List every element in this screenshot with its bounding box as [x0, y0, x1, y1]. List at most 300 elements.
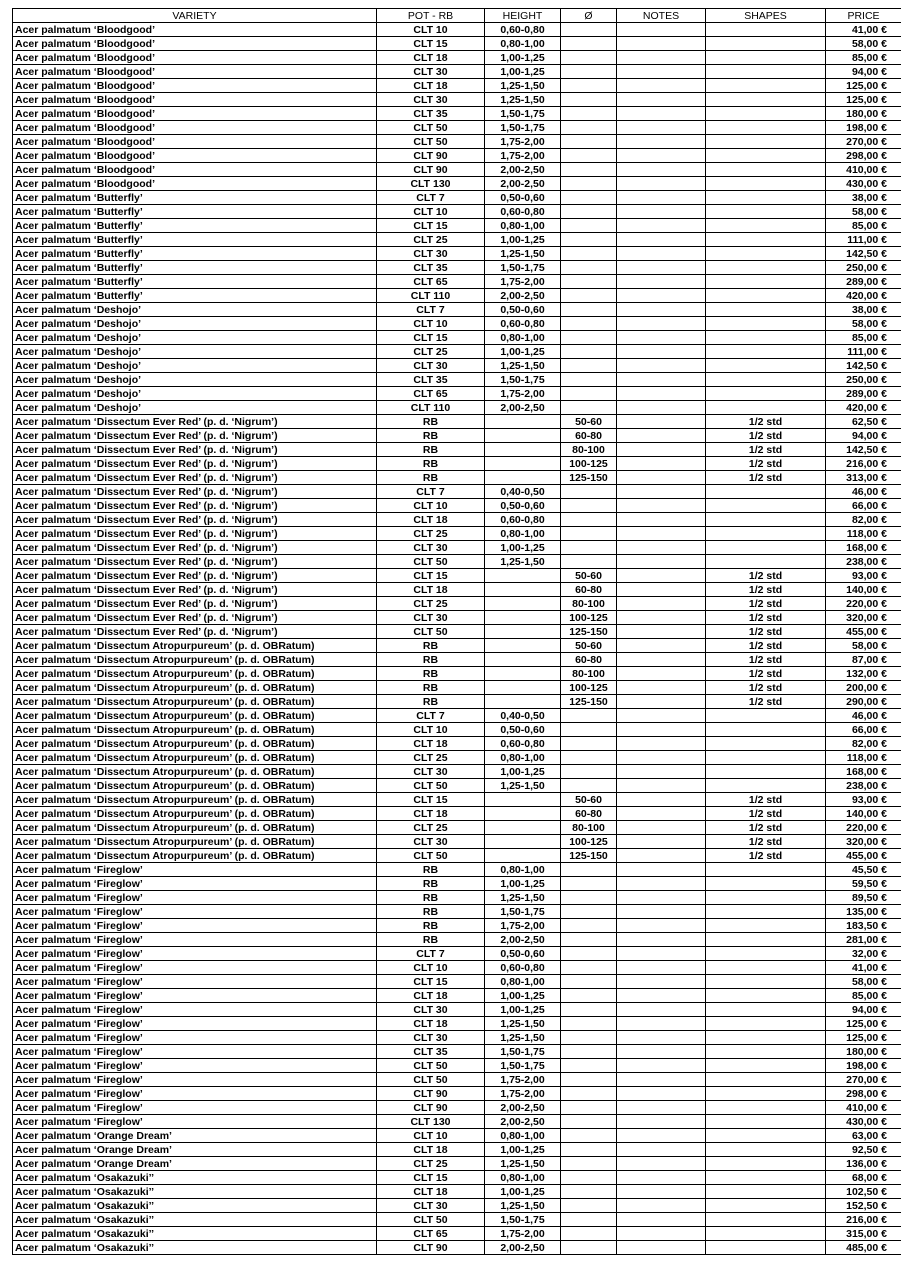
cell-height: 1,00-1,25 [485, 65, 561, 79]
cell-notes [617, 751, 706, 765]
cell-notes [617, 331, 706, 345]
cell-notes [617, 79, 706, 93]
cell-price: 142,50 € [826, 443, 901, 457]
cell-diameter: 100-125 [561, 835, 617, 849]
cell-pot: CLT 90 [377, 1241, 485, 1255]
cell-height: 0,50-0,60 [485, 947, 561, 961]
cell-pot: RB [377, 891, 485, 905]
cell-pot: CLT 7 [377, 485, 485, 499]
cell-diameter [561, 1213, 617, 1227]
cell-pot: CLT 18 [377, 583, 485, 597]
cell-variety: Acer palmatum ‘Fireglow’ [13, 1115, 377, 1129]
cell-notes [617, 709, 706, 723]
cell-diameter [561, 191, 617, 205]
cell-variety: Acer palmatum ‘Fireglow’ [13, 1017, 377, 1031]
cell-shapes: 1/2 std [706, 625, 826, 639]
cell-variety: Acer palmatum ‘Dissectum Atropurpureum’ (p. d. OBRatum) [13, 639, 377, 653]
cell-price: 82,00 € [826, 513, 901, 527]
cell-shapes: 1/2 std [706, 695, 826, 709]
cell-height: 0,80-1,00 [485, 331, 561, 345]
header-price: PRICE [826, 9, 901, 23]
cell-price: 45,50 € [826, 863, 901, 877]
cell-price: 38,00 € [826, 191, 901, 205]
cell-variety: Acer palmatum ‘Fireglow’ [13, 1101, 377, 1115]
cell-notes [617, 765, 706, 779]
cell-pot: CLT 25 [377, 751, 485, 765]
cell-notes [617, 135, 706, 149]
cell-notes [617, 1213, 706, 1227]
cell-height [485, 611, 561, 625]
cell-pot: CLT 25 [377, 597, 485, 611]
cell-variety: Acer palmatum ‘Dissectum Ever Red’ (p. d. ‘Nigrum’) [13, 429, 377, 443]
cell-height [485, 471, 561, 485]
cell-price: 59,50 € [826, 877, 901, 891]
header-variety: VARIETY [13, 9, 377, 23]
cell-variety: Acer palmatum ‘Butterfly’ [13, 247, 377, 261]
cell-variety: Acer palmatum ‘Dissectum Atropurpureum’ (p. d. OBRatum) [13, 751, 377, 765]
cell-height: 0,80-1,00 [485, 37, 561, 51]
cell-height [485, 807, 561, 821]
cell-pot: CLT 30 [377, 247, 485, 261]
cell-variety: Acer palmatum ‘Dissectum Atropurpureum’ (p. d. OBRatum) [13, 835, 377, 849]
cell-price: 136,00 € [826, 1157, 901, 1171]
cell-variety: Acer palmatum ‘Osakazuki’’ [13, 1185, 377, 1199]
cell-shapes [706, 527, 826, 541]
table-row [13, 709, 901, 723]
table-row [13, 1213, 901, 1227]
table-row [13, 1241, 901, 1255]
cell-shapes: 1/2 std [706, 681, 826, 695]
cell-pot: CLT 18 [377, 513, 485, 527]
cell-price: 58,00 € [826, 317, 901, 331]
cell-price: 118,00 € [826, 751, 901, 765]
cell-shapes: 1/2 std [706, 597, 826, 611]
cell-notes [617, 1031, 706, 1045]
cell-height: 1,00-1,25 [485, 877, 561, 891]
cell-diameter [561, 513, 617, 527]
table-row [13, 597, 901, 611]
cell-diameter [561, 919, 617, 933]
cell-price: 142,50 € [826, 247, 901, 261]
price-table [12, 8, 901, 1255]
cell-height: 0,80-1,00 [485, 1129, 561, 1143]
table-row [13, 23, 901, 37]
cell-diameter [561, 1045, 617, 1059]
cell-diameter [561, 1003, 617, 1017]
cell-notes [617, 947, 706, 961]
cell-notes [617, 1171, 706, 1185]
cell-variety: Acer palmatum ‘Deshojo’ [13, 401, 377, 415]
cell-variety: Acer palmatum ‘Orange Dream’ [13, 1157, 377, 1171]
cell-variety: Acer palmatum ‘Dissectum Ever Red’ (p. d. ‘Nigrum’) [13, 569, 377, 583]
cell-variety: Acer palmatum ‘Dissectum Atropurpureum’ (p. d. OBRatum) [13, 737, 377, 751]
cell-shapes [706, 219, 826, 233]
cell-price: 220,00 € [826, 597, 901, 611]
cell-height: 1,00-1,25 [485, 51, 561, 65]
cell-shapes [706, 541, 826, 555]
cell-price: 152,50 € [826, 1199, 901, 1213]
cell-diameter [561, 1059, 617, 1073]
cell-pot: CLT 30 [377, 359, 485, 373]
table-row [13, 723, 901, 737]
cell-shapes [706, 1003, 826, 1017]
cell-diameter [561, 1129, 617, 1143]
cell-pot: CLT 110 [377, 289, 485, 303]
cell-shapes [706, 891, 826, 905]
cell-pot: CLT 130 [377, 177, 485, 191]
cell-pot: CLT 50 [377, 625, 485, 639]
cell-height: 1,50-1,75 [485, 107, 561, 121]
cell-price: 485,00 € [826, 1241, 901, 1255]
cell-diameter [561, 891, 617, 905]
cell-shapes [706, 975, 826, 989]
cell-variety: Acer palmatum ‘Dissectum Atropurpureum’ (p. d. OBRatum) [13, 807, 377, 821]
cell-pot: CLT 50 [377, 121, 485, 135]
cell-variety: Acer palmatum ‘Dissectum Atropurpureum’ (p. d. OBRatum) [13, 667, 377, 681]
cell-pot: RB [377, 415, 485, 429]
cell-height [485, 821, 561, 835]
cell-variety: Acer palmatum ‘Fireglow’ [13, 1045, 377, 1059]
table-row [13, 429, 901, 443]
table-row [13, 569, 901, 583]
cell-pot: CLT 15 [377, 37, 485, 51]
cell-height: 0,80-1,00 [485, 527, 561, 541]
cell-price: 58,00 € [826, 37, 901, 51]
cell-height: 0,40-0,50 [485, 485, 561, 499]
cell-variety: Acer palmatum ‘Bloodgood’ [13, 79, 377, 93]
cell-pot: CLT 50 [377, 1213, 485, 1227]
cell-price: 38,00 € [826, 303, 901, 317]
cell-shapes: 1/2 std [706, 653, 826, 667]
cell-shapes: 1/2 std [706, 821, 826, 835]
cell-diameter: 60-80 [561, 429, 617, 443]
table-row [13, 611, 901, 625]
cell-price: 281,00 € [826, 933, 901, 947]
cell-price: 32,00 € [826, 947, 901, 961]
table-row [13, 1073, 901, 1087]
table-row [13, 555, 901, 569]
cell-price: 220,00 € [826, 821, 901, 835]
cell-variety: Acer palmatum ‘Deshojo’ [13, 359, 377, 373]
cell-height: 1,50-1,75 [485, 1045, 561, 1059]
cell-price: 125,00 € [826, 1031, 901, 1045]
cell-height [485, 415, 561, 429]
cell-height [485, 625, 561, 639]
cell-height: 1,75-2,00 [485, 275, 561, 289]
cell-pot: CLT 18 [377, 989, 485, 1003]
cell-shapes [706, 919, 826, 933]
cell-diameter [561, 107, 617, 121]
table-row [13, 975, 901, 989]
cell-diameter [561, 989, 617, 1003]
cell-height: 1,25-1,50 [485, 891, 561, 905]
cell-notes [617, 933, 706, 947]
table-row [13, 303, 901, 317]
cell-diameter [561, 961, 617, 975]
cell-price: 289,00 € [826, 275, 901, 289]
table-row [13, 471, 901, 485]
cell-diameter [561, 93, 617, 107]
cell-variety: Acer palmatum ‘Deshojo’ [13, 303, 377, 317]
cell-height: 1,25-1,50 [485, 93, 561, 107]
cell-price: 41,00 € [826, 961, 901, 975]
cell-price: 198,00 € [826, 1059, 901, 1073]
cell-pot: RB [377, 905, 485, 919]
cell-height: 0,80-1,00 [485, 219, 561, 233]
cell-price: 93,00 € [826, 793, 901, 807]
cell-notes [617, 1129, 706, 1143]
table-row [13, 821, 901, 835]
table-row [13, 639, 901, 653]
cell-variety: Acer palmatum ‘Deshojo’ [13, 317, 377, 331]
cell-pot: RB [377, 429, 485, 443]
cell-price: 410,00 € [826, 163, 901, 177]
cell-height: 1,25-1,50 [485, 1157, 561, 1171]
cell-diameter [561, 359, 617, 373]
table-row [13, 933, 901, 947]
cell-notes [617, 1087, 706, 1101]
cell-diameter: 80-100 [561, 597, 617, 611]
cell-pot: RB [377, 933, 485, 947]
table-row [13, 1003, 901, 1017]
cell-price: 63,00 € [826, 1129, 901, 1143]
cell-notes [617, 597, 706, 611]
cell-notes [617, 261, 706, 275]
table-row [13, 1185, 901, 1199]
table-row [13, 289, 901, 303]
cell-diameter [561, 37, 617, 51]
cell-price: 62,50 € [826, 415, 901, 429]
table-row [13, 205, 901, 219]
cell-pot: CLT 35 [377, 107, 485, 121]
cell-pot: CLT 15 [377, 1171, 485, 1185]
cell-price: 94,00 € [826, 65, 901, 79]
cell-pot: CLT 90 [377, 163, 485, 177]
cell-diameter [561, 163, 617, 177]
cell-notes [617, 737, 706, 751]
cell-diameter [561, 331, 617, 345]
cell-diameter [561, 1031, 617, 1045]
cell-price: 68,00 € [826, 1171, 901, 1185]
cell-variety: Acer palmatum ‘Deshojo’ [13, 373, 377, 387]
cell-price: 46,00 € [826, 485, 901, 499]
cell-variety: Acer palmatum ‘Dissectum Ever Red’ (p. d. ‘Nigrum’) [13, 513, 377, 527]
cell-diameter: 80-100 [561, 667, 617, 681]
cell-height: 0,80-1,00 [485, 1171, 561, 1185]
cell-diameter: 100-125 [561, 611, 617, 625]
cell-diameter [561, 709, 617, 723]
cell-variety: Acer palmatum ‘Osakazuki’’ [13, 1241, 377, 1255]
cell-pot: CLT 30 [377, 1031, 485, 1045]
cell-pot: CLT 10 [377, 1129, 485, 1143]
cell-price: 111,00 € [826, 233, 901, 247]
cell-price: 313,00 € [826, 471, 901, 485]
cell-pot: CLT 18 [377, 51, 485, 65]
cell-shapes [706, 37, 826, 51]
table-row [13, 485, 901, 499]
cell-variety: Acer palmatum ‘Butterfly’ [13, 261, 377, 275]
cell-variety: Acer palmatum ‘Dissectum Ever Red’ (p. d. ‘Nigrum’) [13, 597, 377, 611]
cell-shapes: 1/2 std [706, 583, 826, 597]
cell-height: 1,00-1,25 [485, 233, 561, 247]
cell-notes [617, 919, 706, 933]
table-row [13, 835, 901, 849]
cell-notes [617, 359, 706, 373]
cell-pot: RB [377, 877, 485, 891]
header-pot-rb: POT - RB [377, 9, 485, 23]
cell-diameter [561, 1101, 617, 1115]
cell-height: 2,00-2,50 [485, 401, 561, 415]
cell-pot: CLT 18 [377, 807, 485, 821]
cell-variety: Acer palmatum ‘Bloodgood’ [13, 163, 377, 177]
cell-pot: RB [377, 457, 485, 471]
cell-variety: Acer palmatum ‘Bloodgood’ [13, 23, 377, 37]
cell-variety: Acer palmatum ‘Osakazuki’’ [13, 1171, 377, 1185]
table-row [13, 653, 901, 667]
cell-price: 270,00 € [826, 1073, 901, 1087]
cell-variety: Acer palmatum ‘Butterfly’ [13, 233, 377, 247]
cell-variety: Acer palmatum ‘Fireglow’ [13, 933, 377, 947]
table-row [13, 947, 901, 961]
cell-shapes [706, 485, 826, 499]
cell-pot: CLT 15 [377, 793, 485, 807]
cell-shapes [706, 1059, 826, 1073]
cell-height: 1,75-2,00 [485, 135, 561, 149]
table-row [13, 989, 901, 1003]
cell-notes [617, 149, 706, 163]
cell-variety: Acer palmatum ‘Fireglow’ [13, 1073, 377, 1087]
table-row [13, 765, 901, 779]
cell-variety: Acer palmatum ‘Bloodgood’ [13, 51, 377, 65]
cell-pot: CLT 18 [377, 1017, 485, 1031]
cell-height: 2,00-2,50 [485, 933, 561, 947]
cell-height [485, 597, 561, 611]
table-row [13, 1087, 901, 1101]
cell-diameter [561, 779, 617, 793]
cell-notes [617, 485, 706, 499]
cell-shapes [706, 863, 826, 877]
cell-notes [617, 429, 706, 443]
table-row [13, 93, 901, 107]
cell-notes [617, 625, 706, 639]
cell-notes [617, 1199, 706, 1213]
cell-height: 1,50-1,75 [485, 1059, 561, 1073]
cell-shapes [706, 387, 826, 401]
table-row [13, 317, 901, 331]
cell-pot: CLT 30 [377, 835, 485, 849]
cell-pot: CLT 65 [377, 387, 485, 401]
cell-height: 1,00-1,25 [485, 1185, 561, 1199]
cell-variety: Acer palmatum ‘Fireglow’ [13, 905, 377, 919]
cell-height: 0,50-0,60 [485, 303, 561, 317]
cell-height: 1,00-1,25 [485, 1143, 561, 1157]
cell-diameter [561, 317, 617, 331]
cell-variety: Acer palmatum ‘Deshojo’ [13, 387, 377, 401]
cell-pot: CLT 50 [377, 1073, 485, 1087]
cell-diameter [561, 1143, 617, 1157]
cell-notes [617, 191, 706, 205]
cell-pot: RB [377, 471, 485, 485]
cell-variety: Acer palmatum ‘Osakazuki’’ [13, 1227, 377, 1241]
cell-price: 125,00 € [826, 79, 901, 93]
cell-notes [617, 863, 706, 877]
cell-pot: RB [377, 639, 485, 653]
cell-price: 125,00 € [826, 93, 901, 107]
cell-shapes: 1/2 std [706, 667, 826, 681]
cell-height: 1,50-1,75 [485, 1213, 561, 1227]
cell-diameter [561, 905, 617, 919]
cell-price: 320,00 € [826, 835, 901, 849]
cell-shapes [706, 177, 826, 191]
cell-price: 238,00 € [826, 555, 901, 569]
cell-notes [617, 121, 706, 135]
cell-height: 0,60-0,80 [485, 961, 561, 975]
cell-pot: CLT 15 [377, 331, 485, 345]
cell-variety: Acer palmatum ‘Fireglow’ [13, 961, 377, 975]
table-row [13, 51, 901, 65]
cell-diameter [561, 23, 617, 37]
cell-diameter [561, 877, 617, 891]
cell-height: 1,00-1,25 [485, 345, 561, 359]
cell-height: 1,25-1,50 [485, 779, 561, 793]
cell-height: 0,60-0,80 [485, 737, 561, 751]
cell-diameter [561, 485, 617, 499]
cell-height: 1,75-2,00 [485, 149, 561, 163]
cell-price: 200,00 € [826, 681, 901, 695]
cell-diameter [561, 387, 617, 401]
cell-variety: Acer palmatum ‘Deshojo’ [13, 345, 377, 359]
cell-height: 1,00-1,25 [485, 541, 561, 555]
cell-shapes [706, 1031, 826, 1045]
cell-variety: Acer palmatum ‘Bloodgood’ [13, 93, 377, 107]
cell-height: 0,80-1,00 [485, 751, 561, 765]
cell-pot: CLT 130 [377, 1115, 485, 1129]
table-row [13, 793, 901, 807]
cell-pot: CLT 30 [377, 765, 485, 779]
cell-price: 85,00 € [826, 219, 901, 233]
cell-variety: Acer palmatum ‘Dissectum Ever Red’ (p. d. ‘Nigrum’) [13, 415, 377, 429]
cell-height: 1,25-1,50 [485, 555, 561, 569]
table-row [13, 1199, 901, 1213]
cell-pot: CLT 7 [377, 303, 485, 317]
cell-price: 410,00 € [826, 1101, 901, 1115]
cell-variety: Acer palmatum ‘Dissectum Atropurpureum’ (p. d. OBRatum) [13, 765, 377, 779]
cell-price: 238,00 € [826, 779, 901, 793]
cell-shapes [706, 1087, 826, 1101]
cell-variety: Acer palmatum ‘Bloodgood’ [13, 37, 377, 51]
cell-shapes: 1/2 std [706, 569, 826, 583]
table-row [13, 751, 901, 765]
cell-variety: Acer palmatum ‘Fireglow’ [13, 891, 377, 905]
cell-notes [617, 513, 706, 527]
cell-variety: Acer palmatum ‘Dissectum Ever Red’ (p. d. ‘Nigrum’) [13, 457, 377, 471]
cell-variety: Acer palmatum ‘Fireglow’ [13, 947, 377, 961]
cell-diameter [561, 723, 617, 737]
cell-shapes [706, 345, 826, 359]
cell-height [485, 653, 561, 667]
cell-height: 0,60-0,80 [485, 513, 561, 527]
cell-height: 1,75-2,00 [485, 387, 561, 401]
cell-diameter: 60-80 [561, 583, 617, 597]
table-row [13, 1227, 901, 1241]
cell-notes [617, 443, 706, 457]
cell-shapes [706, 261, 826, 275]
cell-price: 180,00 € [826, 1045, 901, 1059]
cell-notes [617, 891, 706, 905]
cell-height [485, 667, 561, 681]
cell-diameter [561, 219, 617, 233]
cell-diameter: 60-80 [561, 653, 617, 667]
